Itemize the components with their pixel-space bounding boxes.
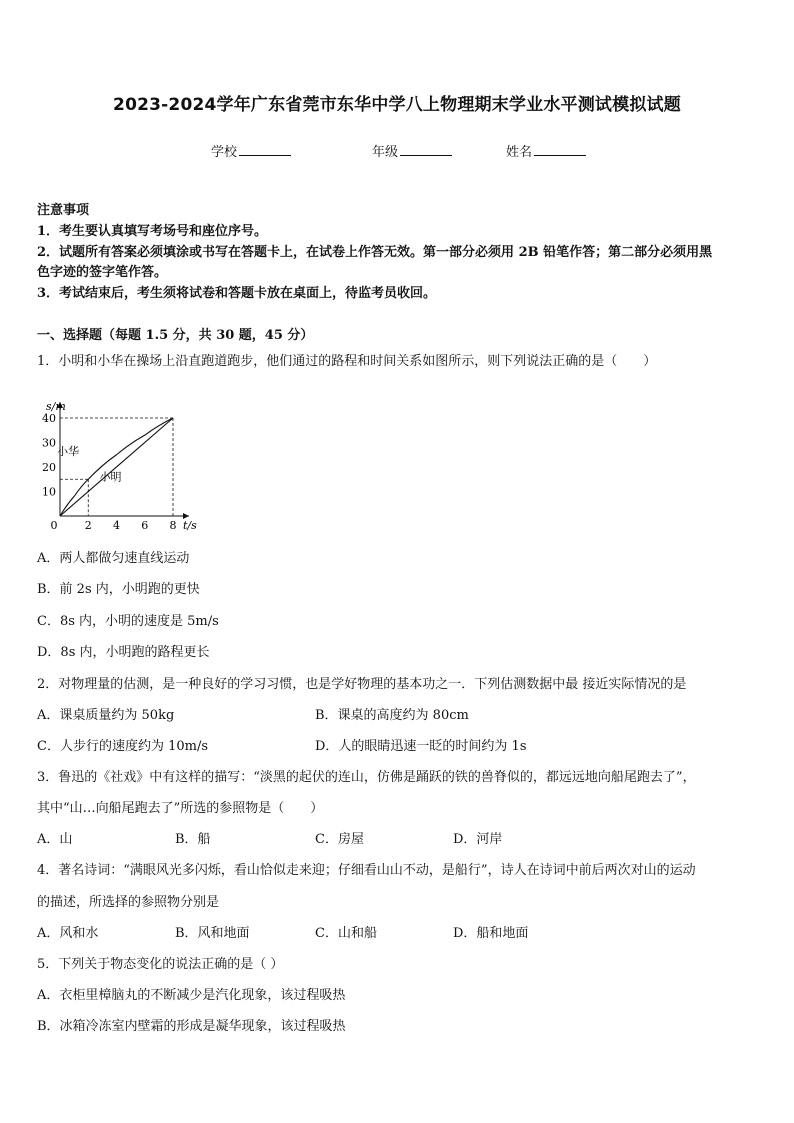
- x-tick-label: 2: [84, 519, 92, 532]
- y-tick-label: 30: [42, 436, 56, 450]
- name-blank[interactable]: [534, 143, 586, 156]
- school-field[interactable]: [211, 141, 291, 160]
- series-label: 小明: [99, 470, 122, 484]
- y-tick-label: 10: [42, 485, 56, 499]
- question-2-option-c[interactable]: C．人步行的速度约为 10m/s: [37, 739, 208, 754]
- x-axis-label: t/s: [183, 519, 197, 532]
- y-tick-label: 20: [42, 461, 56, 474]
- question-1-option-a[interactable]: A．两人都做匀速直线运动: [37, 551, 190, 566]
- question-5-option-a[interactable]: A．衣柜里樟脑丸的不断减少是汽化现象，该过程吸热: [37, 988, 346, 1003]
- grade-blank[interactable]: [400, 143, 452, 156]
- grade-field[interactable]: [372, 141, 452, 160]
- x-tick-label: 8: [169, 519, 177, 532]
- question-3-option-d[interactable]: D．河岸: [453, 832, 503, 847]
- question-4-option-d[interactable]: D．船和地面: [453, 926, 529, 941]
- question-1-option-c[interactable]: C．8s 内，小明的速度是 5m/s: [37, 614, 219, 629]
- x-tick-label: 6: [141, 519, 149, 532]
- notice-item: 2．试题所有答案必须填涂或书写在答题卡上，在试卷上作答无效。第一部分必须用 2B 铅笔作答；第二部分必须用黑: [37, 245, 713, 260]
- question-3-stem-cont: 其中“山…向船尾跑去了”所选的参照物是（ ）: [37, 801, 324, 816]
- school-blank[interactable]: [239, 143, 291, 156]
- question-2-option-a[interactable]: A．课桌质量约为 50kg: [37, 708, 175, 723]
- x-tick-label: 4: [113, 519, 120, 532]
- question-1-option-d[interactable]: D．8s 内，小明跑的路程更长: [37, 645, 210, 660]
- grade-label: 年级: [372, 145, 399, 160]
- notice-heading: 注意事项: [37, 203, 90, 218]
- series-label: 小华: [57, 444, 80, 458]
- notice-item: 色字迹的签字笔作答。: [37, 265, 168, 280]
- question-4-option-c[interactable]: C．山和船: [315, 926, 377, 941]
- chart-labels: [46, 400, 197, 532]
- question-3-option-a[interactable]: A．山: [37, 832, 73, 847]
- question-2-option-d[interactable]: D．人的眼睛迅速一眨的时间约为 1s: [315, 739, 527, 754]
- section-heading: 一、选择题（每题 1.5 分，共 30 题，45 分）: [37, 328, 314, 343]
- notice-item: 1．考生要认真填写考场号和座位序号。: [37, 224, 268, 239]
- question-5-option-b[interactable]: B．冰箱冷冻室内壁霜的形成是凝华现象，该过程吸热: [37, 1019, 346, 1034]
- question-5-stem: 5．下列关于物态变化的说法正确的是（ ）: [37, 957, 284, 972]
- school-label: 学校: [211, 145, 238, 160]
- question-4-stem-cont: 的描述，所选择的参照物分别是: [37, 895, 220, 910]
- name-field[interactable]: [506, 141, 586, 160]
- y-tick-label: 40: [42, 412, 56, 425]
- notice-item: 3．考试结束后，考生须将试卷和答题卡放在桌面上，待监考员收回。: [37, 286, 437, 301]
- page-title: 2023-2024学年广东省莞市东华中学八上物理期末学业水平测试模拟试题: [113, 95, 681, 115]
- question-4-stem: 4．著名诗词：“满眼风光多闪烁，看山恰似走来迎；仔细看山山不动，是船行”，诗人在诗词中前后两次对山的运动: [37, 863, 696, 878]
- question-2-option-b[interactable]: B．课桌的高度约为 80cm: [315, 708, 469, 723]
- question-3-option-c[interactable]: C．房屋: [315, 832, 364, 847]
- name-label: 姓名: [506, 145, 533, 160]
- question-1-option-b[interactable]: B．前 2s 内，小明跑的更快: [37, 582, 200, 597]
- question-1-stem: 1．小明和小华在操场上沿直跑道跑步，他们通过的路程和时间关系如图所示，则下列说法正确的是（ ）: [37, 354, 657, 369]
- y-axis-label: s/m: [46, 400, 66, 413]
- question-2-stem: 2．对物理量的估测，是一种良好的学习习惯，也是学好物理的基本功之一．下列估测数据中最 接近实际情况的是: [37, 677, 687, 692]
- series-line-2: [60, 418, 173, 516]
- question-4-option-a[interactable]: A．风和水: [37, 926, 99, 941]
- chart-series: [60, 418, 173, 516]
- question-4-option-b[interactable]: B．风和地面: [175, 926, 250, 941]
- distance-time-chart: [40, 392, 210, 534]
- x-tick-label: 0: [50, 519, 58, 532]
- question-3-option-b[interactable]: B．船: [175, 832, 211, 847]
- question-3-stem: 3．鲁迅的《社戏》中有这样的描写：“淡黑的起伏的连山，仿佛是踊跃的铁的兽脊似的，都远远地向船尾跑去了”，: [37, 770, 696, 785]
